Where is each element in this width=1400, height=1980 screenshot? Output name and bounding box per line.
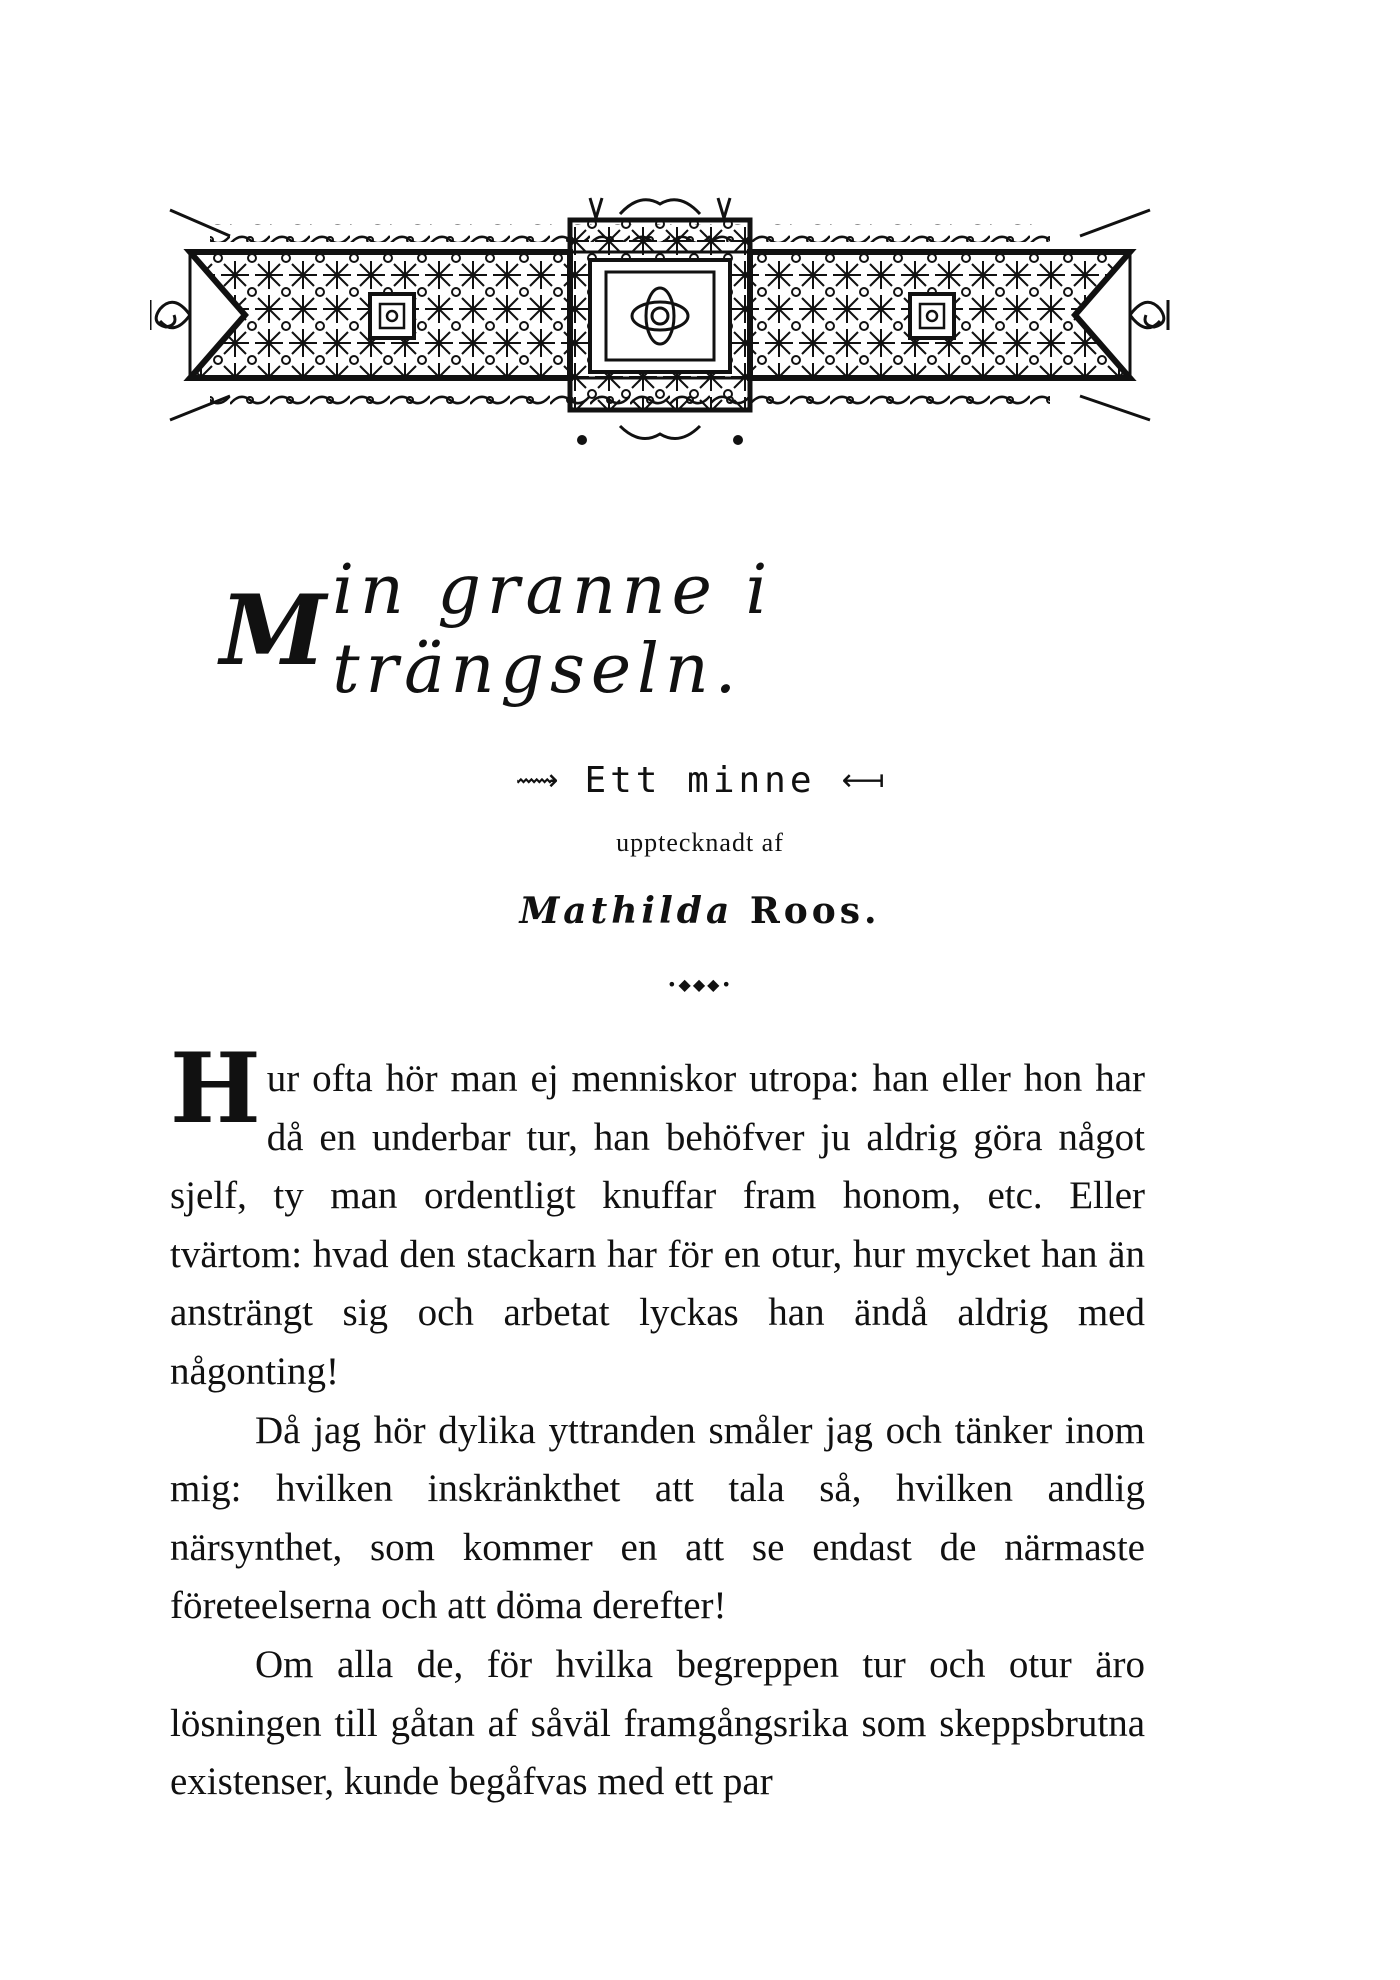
paragraph	[170, 1032, 1145, 1402]
byline: upptecknadt af	[616, 828, 784, 857]
title-initial: M	[220, 573, 327, 687]
paragraph-text: ur ofta hör man ej menniskor utropa: han eller hon har då en underbar tur, han behöfver ju aldrig göra något sjelf, ty man ordentligt knuffar fram honom, etc. Eller tvärtom: hvad den stackarn har för en otur, hur mycket han än ansträngt sig och arbetat lyckas han ändå aldrig med någonting!	[170, 1057, 1145, 1393]
ornamental-headpiece-icon	[150, 190, 1170, 460]
body-text	[170, 1032, 1145, 1812]
paragraph: Då jag hör dylika yttranden småler jag och tänker inom mig: hvilken inskränkthet att tala så, hvilken andlig närsynthet, som kommer en att se endast de närmaste företeelserna och att döma derefter!	[170, 1408, 1145, 1628]
author-family-name: Roos.	[749, 890, 881, 932]
author-name	[0, 890, 1400, 932]
subtitle-row	[0, 755, 1400, 805]
author-given-name: Mathilda	[519, 890, 734, 932]
subtitle: Ett minne	[584, 759, 816, 801]
arrow-flourish-icon: ⟻	[841, 762, 885, 798]
arrow-flourish-icon: ⟿	[515, 762, 559, 798]
section-divider: •◆◆◆•	[667, 975, 733, 994]
paragraph: Om alla de, för hvilka begreppen tur och otur äro lösningen till gåtan af såväl framgångsrika som skeppsbrutna existenser, kunde begåfvas med ett par	[170, 1642, 1145, 1804]
title-text: in granne i trängseln.	[332, 551, 774, 709]
page-title	[220, 551, 1120, 709]
drop-cap: H	[170, 1032, 261, 1145]
